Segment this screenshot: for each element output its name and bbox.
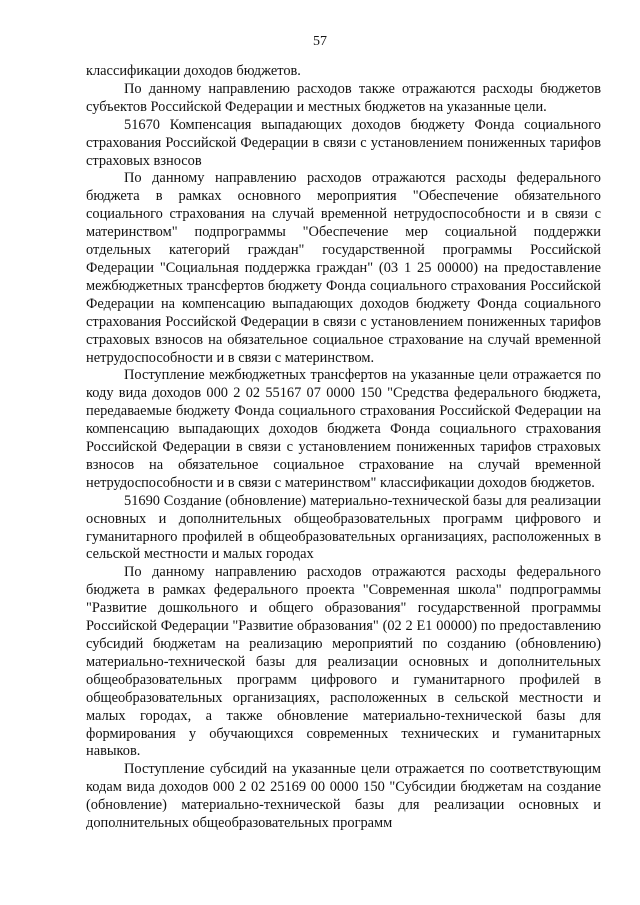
paragraph-8: Поступление субсидий на указанные цели отражается по соответствующим кодам вида доходов 000 2 02 25169 00 0000 150 "Субсидии бюджетам на создание (обновление) материально-технической базы для реализации основных и дополнительных общеобразовательных программ [86, 761, 601, 832]
document-body [86, 63, 601, 833]
page-number: 57 [313, 34, 327, 49]
paragraph-7: По данному направлению расходов отражаются расходы федерального бюджета в рамках федерального проекта "Современная школа" подпрограммы "Развитие дошкольного и общего образования" государственной программы Российской Федерации "Развитие образования" (02 2 E1 00000) по предоставлению субсидий бюджетам на реализацию мероприятий по созданию (обновлению) материально-технической базы для реализации основных и дополнительных общеобразовательных программ цифрового и гуманитарного профилей в общеобразовательных организациях, расположенных в сельской местности и малых городах, а также обновление материально-технической базы для формирования у обучающихся современных технических и гуманитарных навыков. [86, 564, 601, 760]
paragraph-5: Поступление межбюджетных трансфертов на указанные цели отражается по коду вида доходов 000 2 02 55167 07 0000 150 "Средства федерального бюджета, передаваемые бюджету Фонда социального страхования Российской Федерации на компенсацию выпадающих доходов бюджета Фонда социального страхования Российской Федерации в связи с установлением пониженных тарифов страховых взносов на обязательное социальное страхование на случай временной нетрудоспособности и в связи с материнством" классификации доходов бюджетов. [86, 367, 601, 491]
paragraph-1: классификации доходов бюджетов. [86, 63, 301, 79]
section-heading-51670: 51670 Компенсация выпадающих доходов бюджету Фонда социального страхования Российской Федерации в связи с установлением пониженных тарифов страховых взносов [86, 116, 601, 169]
section-heading-51690: 51690 Создание (обновление) материально-технической базы для реализации основных и дополнительных общеобразовательных программ цифрового и гуманитарного профилей в общеобразовательных организациях, расположенных в сельской местности и малых городах [86, 492, 601, 563]
paragraph-4: По данному направлению расходов отражаются расходы федерального бюджета в рамках основного мероприятия "Обеспечение обязательного социального страхования на случай временной нетрудоспособности и в связи с материнством" подпрограммы "Обеспечение мер социальной поддержки отдельных категорий граждан" государственной программы Российской Федерации "Социальная поддержка граждан" (03 1 25 00000) на предоставление межбюджетных трансфертов бюджету Фонда социального страхования Российской Федерации на компенсацию выпадающих доходов бюджету Фонда социального страхования Российской Федерации в связи с установлением пониженных тарифов страховых взносов на обязательное социальное страхование на случай временной нетрудоспособности и в связи с материнством. [86, 170, 601, 366]
paragraph-2: По данному направлению расходов также отражаются расходы бюджетов субъектов Российской Федерации и местных бюджетов на указанные цели. [86, 80, 601, 115]
